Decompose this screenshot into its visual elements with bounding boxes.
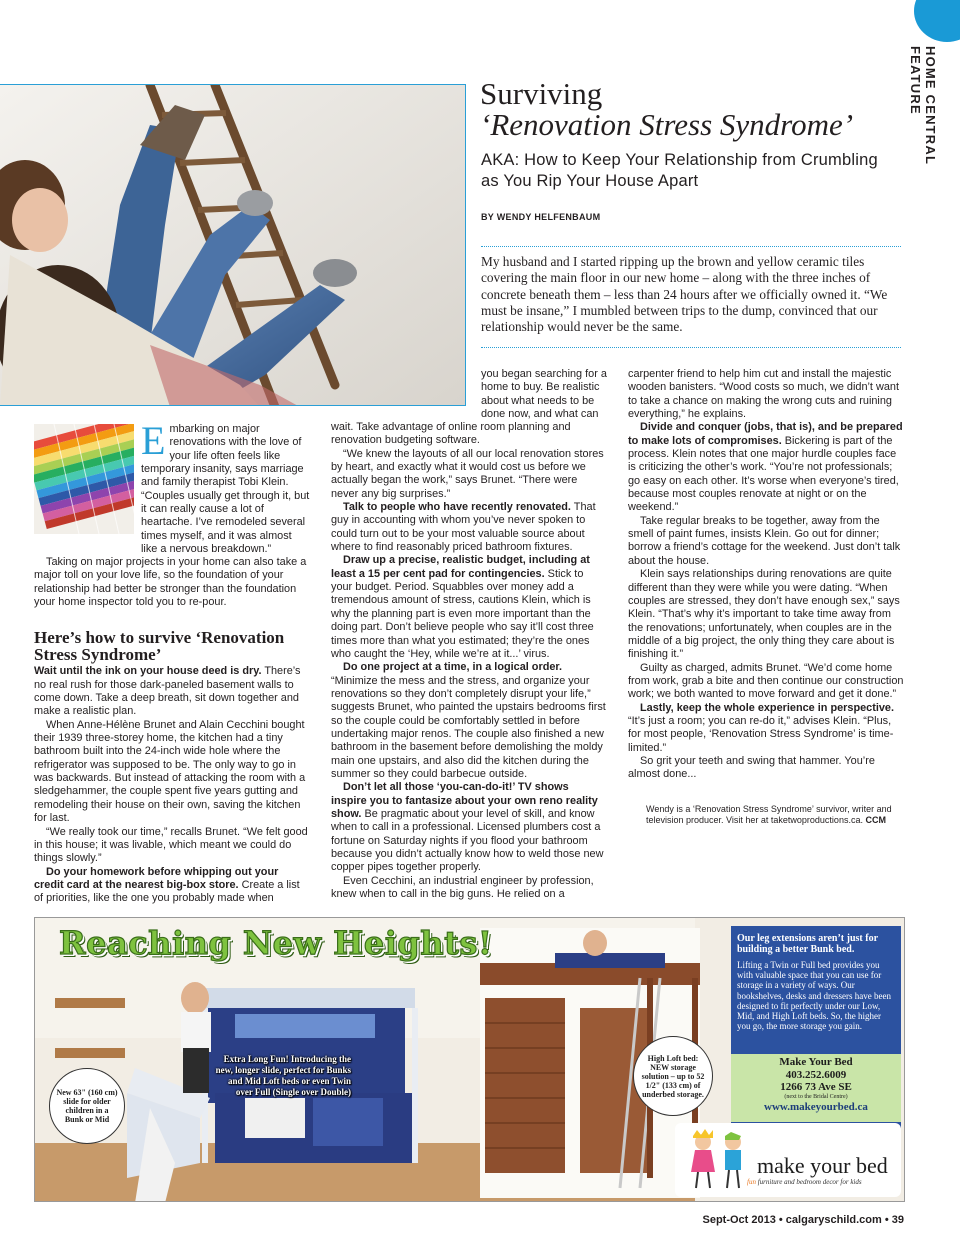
ad-headline: Reaching New Heights! — [59, 924, 493, 962]
hero-photo — [0, 84, 466, 406]
column-3: carpenter friend to help him cut and install the majestic wooden banisters. “Wood costs so much, we didn’t want to take a chance on making the wrong cuts and ruining everything,” he explains. Divide and conquer (jobs, that is), and be prepared to make lots of compromises. Bickering is part of the process. Klein notes that one major hurdle couples face is criticizing the other’s work. “You’re not professionals; go easy on each other. It’s worse when everyone’s tired, because most couples renovate at night or on the weekend.” Take regular breaks to be together, away from the smell of paint fumes, insists Klein. Go out for dinner; borrow a friend’s cottage for the weekend. Just don’t talk about the house. Klein says relationships during renovations are quite different than they were while you were dating. “When couples are stressed, they don’t have enough sex,” says Klein. “That’s why it’s important to take time away from the renovations; unfortunately, when couples are in the middle of a big project, the only thing they care about is finishing it.” Guilty as charged, admits Brunet. “We’d come home from work, grab a bite and then continue our construction work; we both wanted to move forward and get it done.” Lastly, keep the whole experience in perspective. “It’s just a room; you can re-do it,” advises Klein. “Plus, for most people, ‘Renovation Stress Syndrome’ is time-limited.” So grit your teeth and swing that hammer. You’re almost done... — [628, 368, 904, 781]
tip-8-heading: Lastly, keep the whole experience in perspective. — [640, 701, 895, 714]
section-subhead: Here’s how to survive ‘Renovation Stress Syndrome’ — [34, 628, 285, 665]
store-address: 1266 73 Ave SE — [780, 1081, 852, 1093]
col2-paragraph-2: “We knew the layouts of all our local renovation stores by heart, and exactly what it would cost us before we actually began the work,” says Brunet. “There were never any big surprises.” — [331, 447, 604, 500]
ad-info-heading: Our leg extensions aren’t just for building a better Bunk bed. — [737, 933, 878, 955]
col1-paragraph-4: When Anne-Hélène Brunet and Alain Cecchini bought their 1939 three-storey home, the kitchen had a tiny bathroom built into the 24-inch wide hole where the refrigerator was supposed to be. The only way to go in was backwards. But instead of attacking the room with a sledgehammer, the couple spent five years gutting and remodeling their house on their own, saving the kitchen for last. — [34, 718, 306, 825]
logo-wordmark: make your bed — [757, 1153, 888, 1178]
store-address-note: (next to the Bridal Centre) — [784, 1094, 848, 1100]
intro-paragraph: My husband and I started ripping up the brown and yellow ceramic tiles covering the main floor in our new home – along with the three inches of concrete beneath them – less than 24 hours after we officially owned it. “We must be insane,” I mumbled between trips to the dump, convinced that our relationship would never be the same. — [481, 254, 888, 335]
bunk-caption: Extra Long Fun! Introducing the new, longer slide, perfect for Bunks and Mid Loft beds or even Twin over Full (Single over Double) — [215, 1054, 351, 1097]
byline: BY WENDY HELFENBAUM — [481, 212, 601, 222]
column-1: Taking on major projects in your home can also take a major toll on your love life, so the foundation of your relationship had better be stronger than the foundation your home inspector told you to re-pour. Here’s how to survive ‘Renovation Stress Syndrome’ Wait until the ink on your house deed is dry. There’s no real rush for those dark-paneled basement walls to come down. Take a deep breath, sit down together and make a realistic plan. When Anne-Hélène Brunet and Alain Cecchini bought their 1939 three-storey home, the kitchen had a tiny bathroom built into the 24-inch wide hole where the refrigerator was supposed to be. The only way to go in was backwards. But instead of attacking the room with a sledgehammer, the couple spent five years gutting and remodeling their house on their own, saving the kitchen for last. “We really took our time,” recalls Brunet. “We felt good in this house; it was livable, which meant we could do things slowly.” Do your homework before whipping out your credit card at the nearest big-box store. Create a list of priorities, like the one you probably made when — [34, 556, 311, 906]
tip-7-heading: Divide and conquer (jobs, that is), and be prepared to make lots of compromises. — [628, 421, 903, 447]
advertisement — [34, 917, 905, 1202]
kids-logo-icon — [685, 1128, 755, 1194]
column-2-top — [481, 368, 607, 421]
divider-top — [481, 246, 901, 247]
col1-paragraph-1: mbarking on major renovations with the love of your life often feels like temporary insanity, says marriage and family therapist Tobi Klein. “Couples usually get through it, but it can really cause a lot of heartache. I’ve remodeled several times myself, and it was almost like a nervous breakdown.” — [141, 423, 310, 556]
col1-paragraph-2: Taking on major projects in your home can also take a major toll on your love life, so the foundation of your relationship had better be stronger than the foundation your home inspector told you to re-pour. — [34, 556, 307, 609]
col2-paragraph-7: Even Cecchini, an industrial engineer by profession, knew when to call in the big guns. He relied on a — [331, 874, 594, 901]
col2-paragraph-1-start: you began searching for a home to buy. Be realistic about what needs to be done now, and what can — [481, 368, 607, 421]
divider-bottom — [481, 347, 901, 348]
logo-tagline: fun furniture and bedroom decor for kids — [747, 1178, 862, 1186]
slide-callout: New 63" (160 cm) slide for older children in a Bunk or Mid — [49, 1068, 125, 1144]
col3-paragraph-4: Klein says relationships during renovations are quite different than they were while you were dating. “When couples are stressed, they don’t have enough sex,” says Klein. “That’s why it’s important to take time away from the renovations; unfortunately, when couples are in the middle of a big project, the only thing they care about is finishing it.” — [628, 568, 900, 661]
tip-3-heading: Talk to people who have recently renovated. — [343, 501, 571, 514]
col2-paragraph-1-end: wait. Take advantage of online room planning and renovation budgeting software. — [331, 421, 571, 447]
paint-swatch-image — [34, 424, 134, 534]
tip-6-heading: Don’t let all those ‘you-can-do-it!’ TV shows inspire you to fantasize about your own reno reality show. — [331, 781, 598, 820]
store-logo — [675, 1123, 901, 1197]
author-bio: Wendy is a ‘Renovation Stress Syndrome’ survivor, writer and television producer. Visit her at taketwoproductions.ca. CCM — [646, 804, 892, 825]
title-line-2: ‘Renovation Stress Syndrome’ — [480, 107, 854, 142]
ad-info-text: Lifting a Twin or Full bed provides you with valuable space that you can use for storage in a variety of ways. Our bookshelves, desks and dressers have been designed to fit perfectly under our Low, Mid, and High Loft beds. So, the higher you go, the more storage you gain. — [737, 960, 891, 1032]
section-corner-tab — [914, 0, 960, 42]
section-label: HOME CENTRAL FEATURE — [908, 46, 938, 165]
title-line-1: Surviving — [480, 76, 603, 111]
store-website: www.makeyourbed.ca — [764, 1101, 868, 1113]
tip-1-heading: Wait until the ink on your house deed is dry. — [34, 665, 262, 678]
col3-paragraph-5: Guilty as charged, admits Brunet. “We’d come home from work, grab a bite and then continue our construction work; we both wanted to move forward and get it done.” — [628, 661, 904, 701]
tip-2-heading: Do your homework before whipping out your credit card at the nearest big-box store. — [34, 865, 279, 891]
tip-4-heading: Draw up a precise, realistic budget, including at least a 15 per cent pad for contingencies. — [331, 554, 590, 580]
col3-paragraph-3: Take regular breaks to be together, away from the smell of paint fumes, insists Klein. Go out for dinner; borrow a friend’s cottage for the weekend. Just don’t talk about the house. — [628, 514, 901, 567]
col3-paragraph-1: carpenter friend to help him cut and install the majestic wooden banisters. “Wood costs so much, we didn’t want to take a chance on making the wrong cuts and ruining everything,” he explains. — [628, 368, 899, 421]
col1-paragraph-5: “We really took our time,” recalls Brunet. “We felt good in this house; it was livable, which meant we could do things slowly.” — [34, 825, 308, 865]
tip-5-heading: Do one project at a time, in a logical order. — [343, 661, 563, 674]
ad-contact-box — [731, 1054, 901, 1122]
store-name: Make Your Bed — [779, 1056, 853, 1068]
store-phone: 403.252.6009 — [785, 1069, 847, 1081]
drop-cap: E — [141, 418, 166, 463]
high-loft-callout: High Loft bed: NEW storage solution – up to 52 1/2" (133 cm) of underbed storage. — [633, 1036, 713, 1116]
column-1-top — [141, 418, 311, 556]
column-2: wait. Take advantage of online room planning and renovation budgeting software. “We knew the layouts of all our local renovation stores by heart, and exactly what it would cost us before we actually began the work,” says Brunet. “There were never any big surprises.” Talk to people who have recently renovated. That guy in accounting with whom you’ve never spoken to could turn out to be your most valuable source about where to find reasonably priced bathroom fixtures. Draw up a precise, realistic budget, including at least a 15 per cent pad for contingencies. Stick to your budget. Period. Squabbles over money add a tremendous amount of stress, cautions Klein, which is why the planning part is even more important than the doing part. Don’t believe people who say it’ll cost three times more than what you estimated; they’re the ones who caught the ‘Hey, while we’re at it...’ virus. Do one project at a time, in a logical order. “Minimize the mess and the stress, and organize your renovations so they don’t completely disrupt your life,” suggests Brunet, who painted the upstairs bedrooms first so the couple could be comfortably settled in before undertaking major renos. The couple also finished a new bathroom in the basement before demolishing the moldy main one upstairs, and also did the kitchen during the summer so they could barbecue outside. Don’t let all those ‘you-can-do-it!’ TV shows inspire you to fantasize about your own reno reality show. Be pragmatic about your level of skill, and know when to call in a professional. Licensed plumbers cost a fortune on Saturday nights if you flood your bathroom because you didn’t actually know how to weld those new copper pipes together properly. Even Cecchini, an industrial engineer by profession, knew when to call in the big guns. He relied on a — [331, 421, 606, 901]
article-subtitle: AKA: How to Keep Your Relationship from Crumbling as You Rip Your House Apart — [481, 151, 878, 190]
col3-paragraph-7: So grit your teeth and swing that hammer. You’re almost done... — [628, 754, 875, 781]
publication-tag: CCM — [865, 815, 886, 825]
page-footer: Sept-Oct 2013 • calgaryschild.com • 39 — [702, 1214, 904, 1226]
article-title — [480, 78, 853, 140]
